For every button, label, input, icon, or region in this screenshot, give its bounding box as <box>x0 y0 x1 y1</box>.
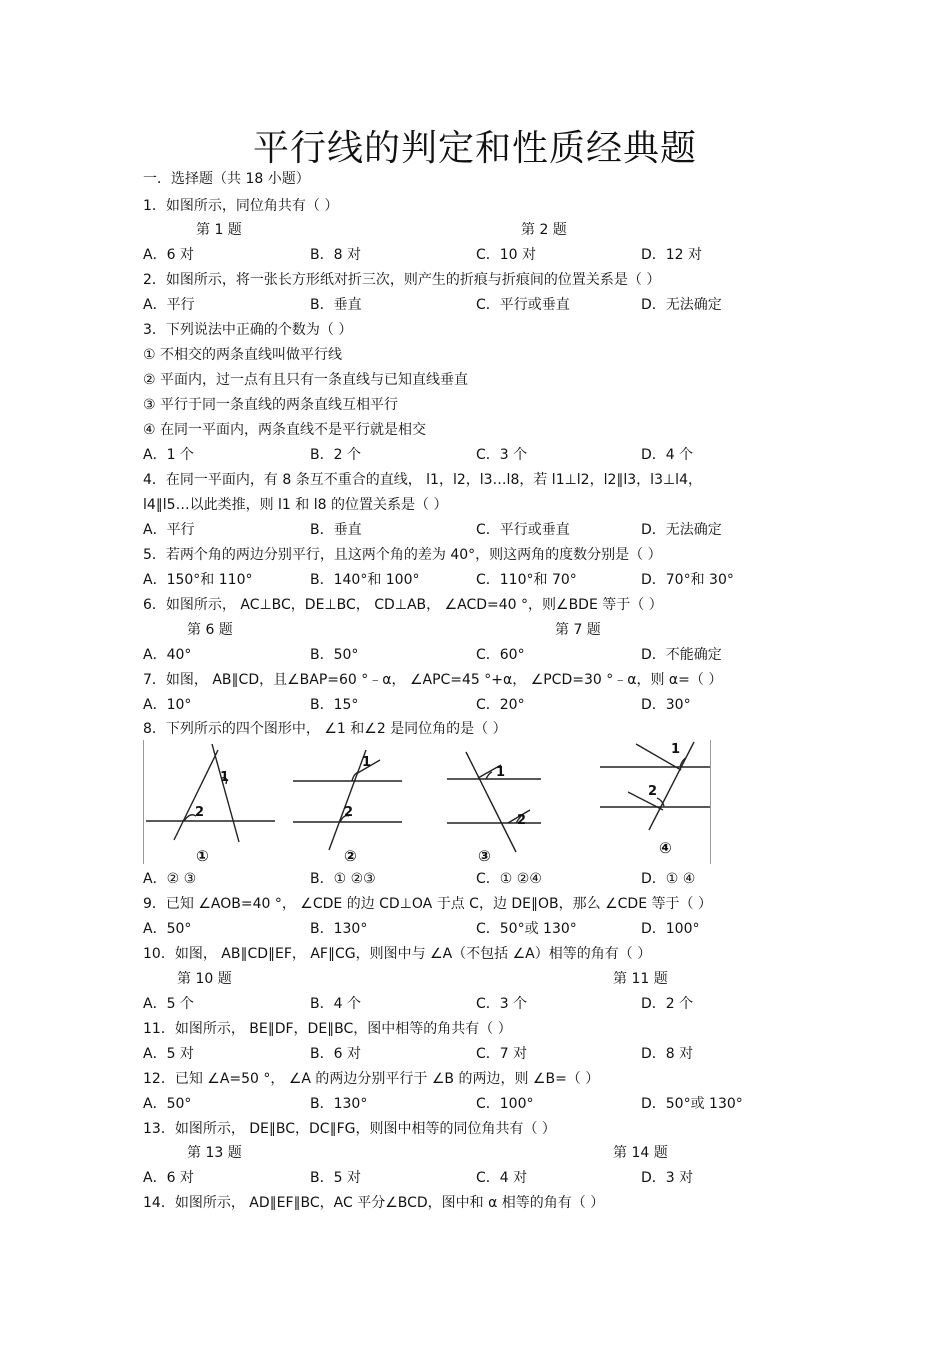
question-10: 10．如图， AB∥CD∥EF， AF∥CG，则图中与 ∠A（不包括 ∠A）相等的角有（ ） <box>143 946 652 962</box>
angle-label-2: 2 <box>517 813 527 828</box>
angle-label-1: 1 <box>671 742 681 757</box>
option-a: A．50° <box>143 921 192 937</box>
statement-item: ① 不相交的两条直线叫做平行线 <box>143 347 343 363</box>
option-d: D．无法确定 <box>641 522 722 538</box>
option-c: C．① ②④ <box>476 871 542 887</box>
figure-number-1: ① <box>196 847 209 864</box>
page-title: 平行线的判定和性质经典题 <box>252 128 697 169</box>
option-c: C．110°和 70° <box>476 572 577 588</box>
option-d: D．无法确定 <box>641 297 722 313</box>
question-5: 5．若两个角的两边分别平行，且这两个角的差为 40°，则这两角的度数分别是（ ） <box>143 547 662 563</box>
option-a: A．平行 <box>143 522 195 538</box>
option-d: D．50°或 130° <box>641 1096 743 1112</box>
figure-caption: 第 14 题 <box>613 1145 668 1161</box>
option-c: C．50°或 130° <box>476 921 577 937</box>
option-d: D．4 个 <box>641 447 694 463</box>
option-d: D．12 对 <box>641 247 703 263</box>
option-d: D．① ④ <box>641 871 696 887</box>
angle-label-1: 1 <box>220 770 230 785</box>
option-d: D．不能确定 <box>641 647 722 663</box>
option-b: B．垂直 <box>310 522 362 538</box>
question-2: 2．如图所示，将一张长方形纸对折三次，则产生的折痕与折痕间的位置关系是（ ） <box>143 272 661 288</box>
option-a: A．40° <box>143 647 192 663</box>
fig2-transversal <box>329 750 366 850</box>
option-a: A．② ③ <box>143 871 197 887</box>
figure-caption: 第 6 题 <box>187 622 233 638</box>
fig3-transversal <box>466 752 516 852</box>
option-b: B．130° <box>310 1096 368 1112</box>
statement-item: ④ 在同一平面内，两条直线不是平行就是相交 <box>143 422 426 438</box>
option-c: C．平行或垂直 <box>476 297 570 313</box>
question-14: 14．如图所示， AD∥EF∥BC，AC 平分∠BCD，图中和 α 相等的角有（ ） <box>143 1195 605 1211</box>
section-heading: 一．选择题（共 18 小题） <box>143 171 310 187</box>
option-b: B．140°和 100° <box>310 572 420 588</box>
option-c: C．7 对 <box>476 1046 528 1062</box>
figure-number-2: ② <box>344 847 357 864</box>
figure-caption: 第 11 题 <box>613 971 668 987</box>
option-c: C．10 对 <box>476 247 537 263</box>
option-b: B．6 对 <box>310 1046 361 1062</box>
statement-item: ③ 平行于同一条直线的两条直线互相平行 <box>143 397 398 413</box>
figure-number-3: ③ <box>478 847 491 864</box>
option-d: D．8 对 <box>641 1046 694 1062</box>
figure-caption: 第 1 题 <box>196 222 242 238</box>
option-b: B．50° <box>310 647 359 663</box>
angle-label-1: 1 <box>496 765 506 780</box>
option-c: C．3 个 <box>476 996 528 1012</box>
question-8: 8．下列所示的四个图形中， ∠1 和∠2 是同位角的是（ ） <box>143 721 507 737</box>
question-6: 6．如图所示， AC⊥BC，DE⊥BC， CD⊥AB， ∠ACD=40 °，则∠BDE 等于（ ） <box>143 597 663 613</box>
option-a: A．50° <box>143 1096 192 1112</box>
option-a: A．1 个 <box>143 447 194 463</box>
question-3: 3．下列说法中正确的个数为（ ） <box>143 322 353 338</box>
question-1: 1．如图所示，同位角共有（ ） <box>143 198 339 214</box>
question-9: 9．已知 ∠AOB=40 °， ∠CDE 的边 CD⊥OA 于点 C，边 DE∥OB，那么 ∠CDE 等于（ ） <box>143 896 712 912</box>
option-b: B．5 对 <box>310 1170 361 1186</box>
option-a: A．10° <box>143 697 192 713</box>
option-c: C．平行或垂直 <box>476 522 570 538</box>
option-a: A．5 对 <box>143 1046 194 1062</box>
option-c: C．3 个 <box>476 447 528 463</box>
angle-label-2: 2 <box>195 805 205 820</box>
angle-diagrams <box>144 740 710 864</box>
option-d: D．30° <box>641 697 691 713</box>
option-c: C．4 对 <box>476 1170 528 1186</box>
option-b: B．130° <box>310 921 368 937</box>
figure-number-4: ④ <box>659 839 672 857</box>
option-b: B．垂直 <box>310 297 362 313</box>
option-a: A．平行 <box>143 297 195 313</box>
question-4: 4．在同一平面内，有 8 条互不重合的直线， l1，l2，l3…l8，若 l1⊥l2，l2∥l3，l3⊥l4， <box>143 472 702 488</box>
option-c: C．100° <box>476 1096 534 1112</box>
option-b: B．8 对 <box>310 247 361 263</box>
figure-caption: 第 10 题 <box>177 971 232 987</box>
question-4-continued: l4∥l5…以此类推，则 l1 和 l8 的位置关系是（ ） <box>143 497 448 513</box>
question-12: 12．已知 ∠A=50 °， ∠A 的两边分别平行于 ∠B 的两边，则 ∠B=（ ） <box>143 1071 600 1087</box>
option-d: D．3 对 <box>641 1170 694 1186</box>
fig1-crossing-line <box>174 750 218 840</box>
figure-caption: 第 13 题 <box>187 1145 242 1161</box>
statement-item: ② 平面内，过一点有且只有一条直线与已知直线垂直 <box>143 372 468 388</box>
option-b: B．4 个 <box>310 996 361 1012</box>
angle-label-2: 2 <box>344 805 354 820</box>
option-b: B．① ②③ <box>310 871 376 887</box>
option-c: C．20° <box>476 697 525 713</box>
option-b: B．2 个 <box>310 447 361 463</box>
option-b: B．15° <box>310 697 359 713</box>
question-8-figures <box>143 740 711 864</box>
figure-caption: 第 2 题 <box>521 222 567 238</box>
figure-caption: 第 7 题 <box>555 622 601 638</box>
option-d: D．70°和 30° <box>641 572 734 588</box>
fig1-transversal <box>212 744 239 842</box>
option-c: C．60° <box>476 647 525 663</box>
angle-label-2: 2 <box>648 784 658 799</box>
angle-label-1: 1 <box>362 755 372 770</box>
option-d: D．100° <box>641 921 700 937</box>
option-a: A．150°和 110° <box>143 572 253 588</box>
option-a: A．6 对 <box>143 247 194 263</box>
option-d: D．2 个 <box>641 996 694 1012</box>
question-11: 11．如图所示， BE∥DF，DE∥BC，图中相等的角共有（ ） <box>143 1021 512 1037</box>
question-7: 7．如图， AB∥CD，且∠BAP=60 °﹣α， ∠APC=45 °+α， ∠PCD=30 °﹣α，则 α=（ ） <box>143 672 723 688</box>
option-a: A．6 对 <box>143 1170 194 1186</box>
option-a: A．5 个 <box>143 996 194 1012</box>
question-13: 13．如图所示， DE∥BC，DC∥FG，则图中相等的同位角共有（ ） <box>143 1121 556 1137</box>
